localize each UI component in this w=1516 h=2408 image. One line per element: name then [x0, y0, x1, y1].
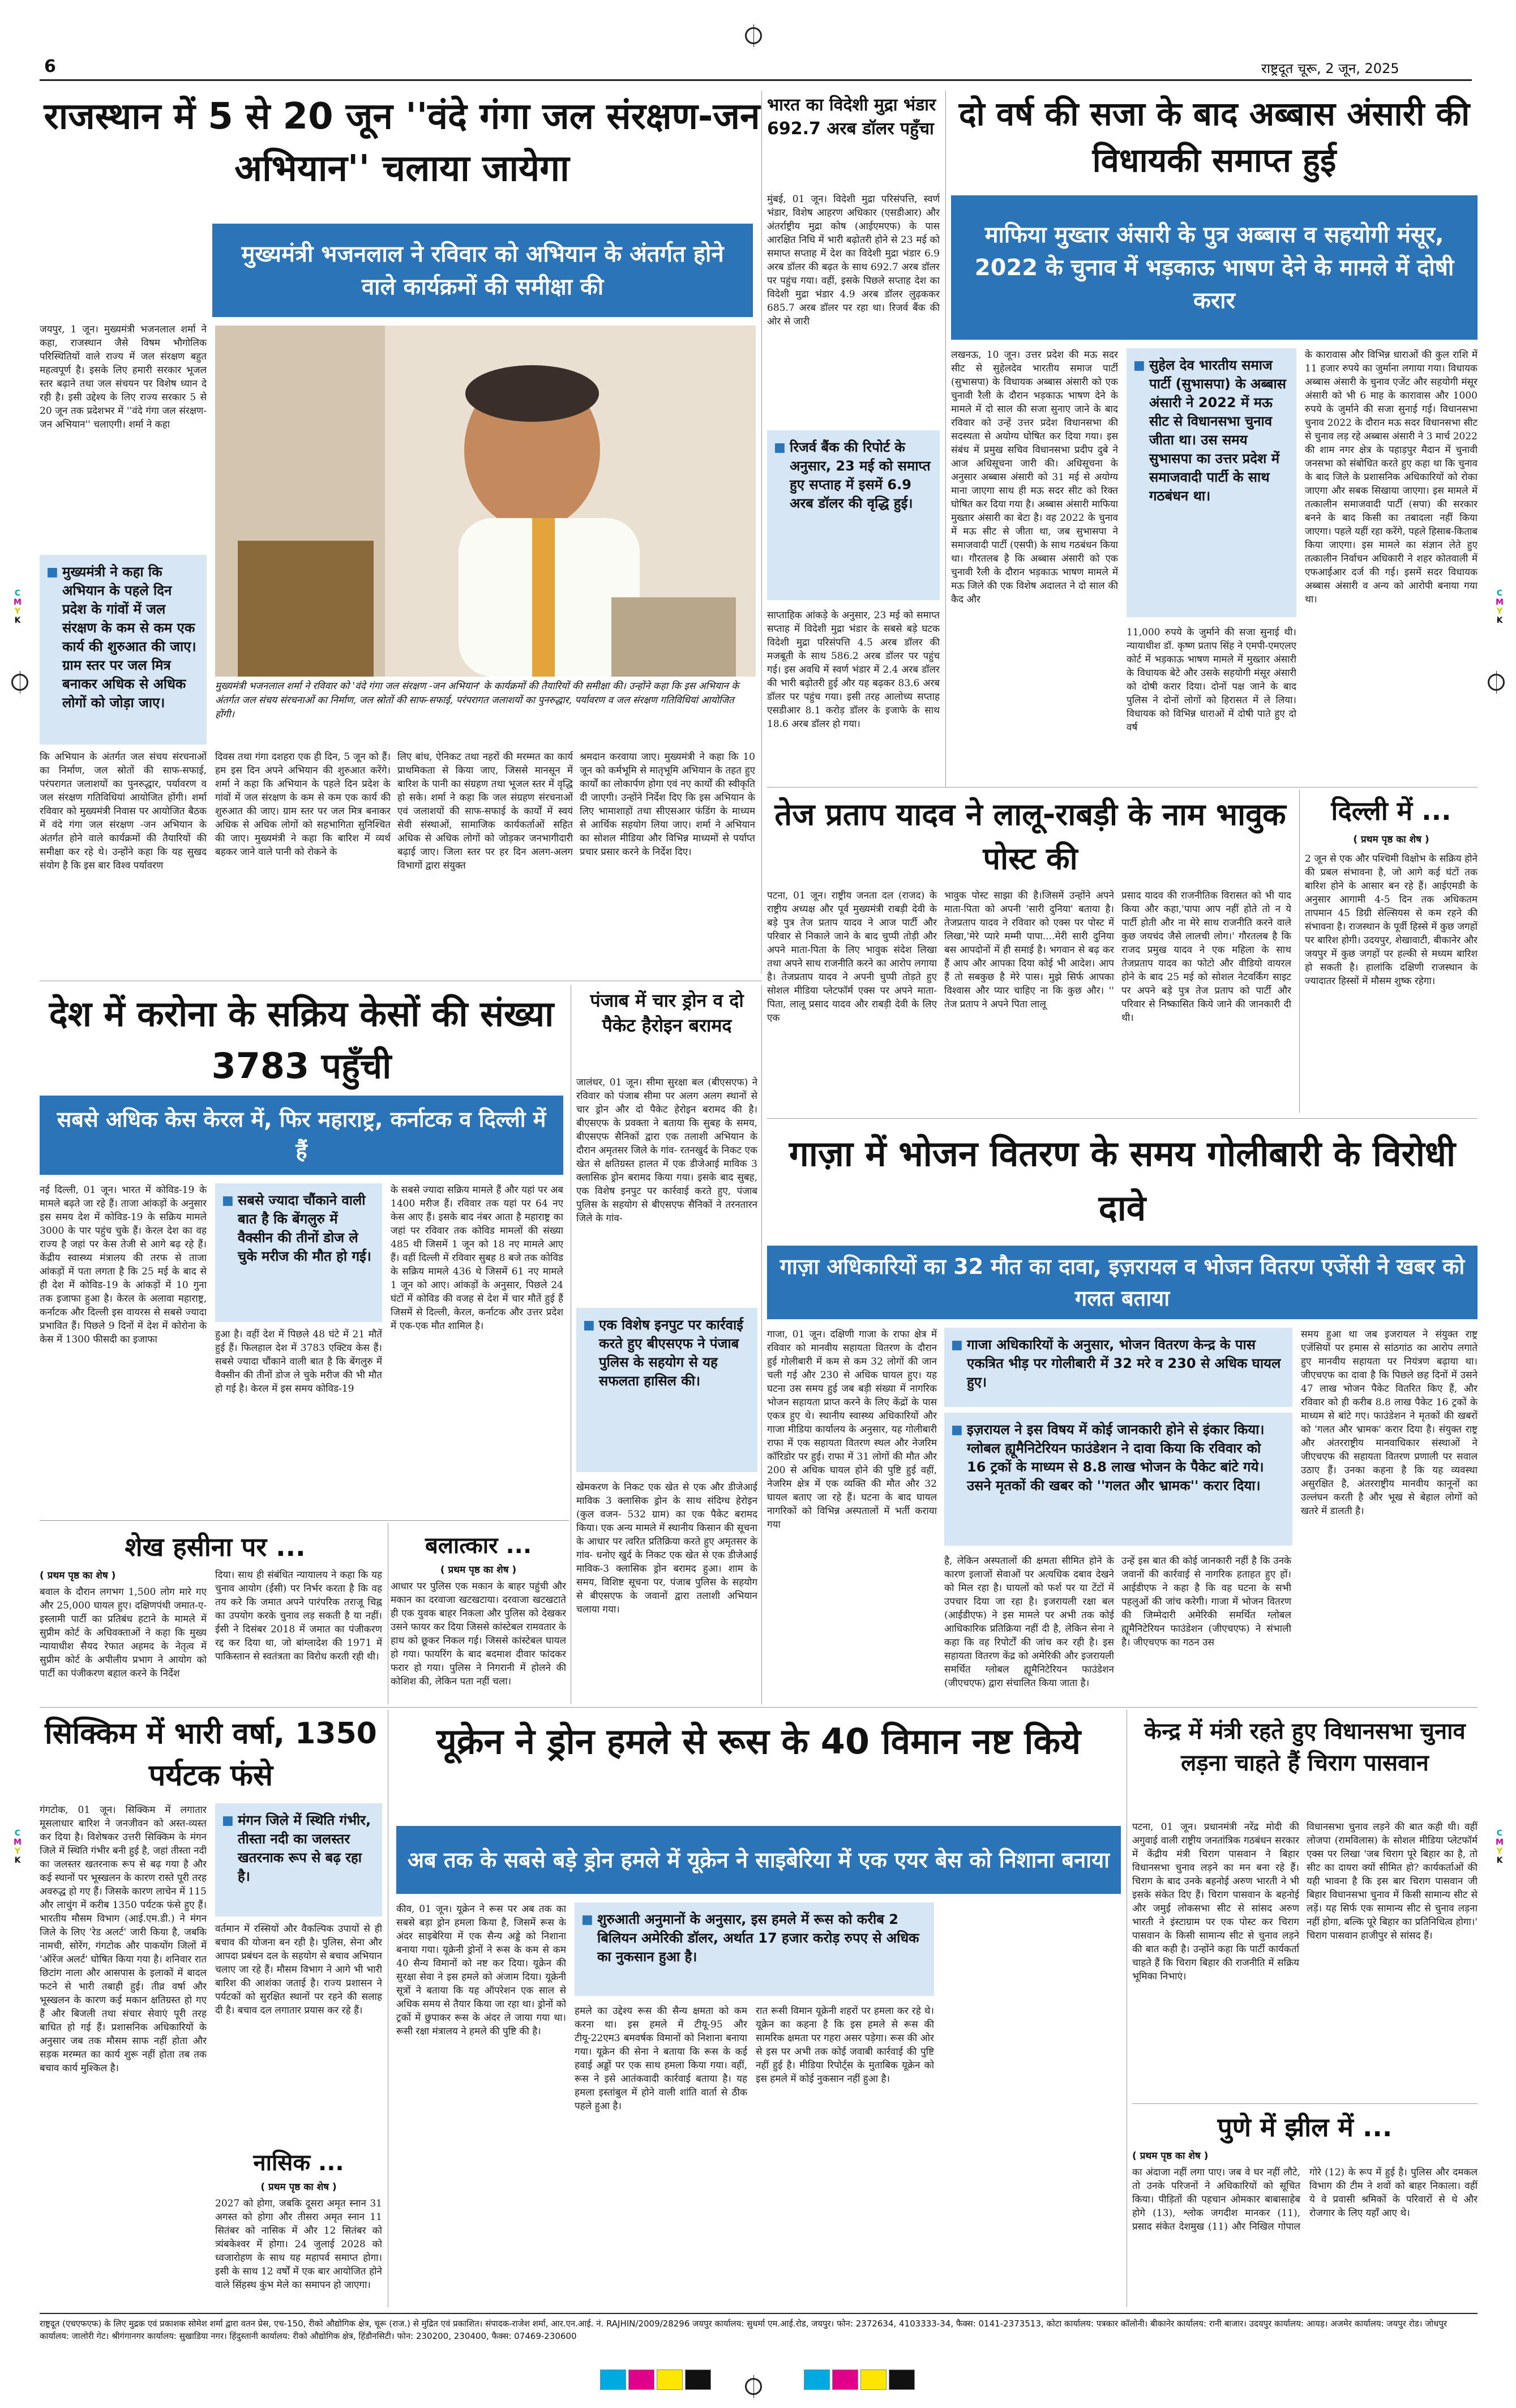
- story13-body-3: रात रूसी विमान यूक्रेनी शहरों पर हमला कर रहे थे। यूक्रेन का कहना है कि इस हमले से रूस की सामरिक क्षमता पर गहरा असर पड़ेगा। रूस की ओर से इस पर अभी तक कोई जवाबी कार्रवाई की पुष्टि नहीं हुई है। मीडिया रिपोर्ट्स के मुताबिक यूक्रेन को इस हमले में कोई नुकसान नहीं हुआ है।: [756, 2005, 934, 2085]
- story9-body-2: दिया। साथ ही संबंधित न्यायालय ने कहा कि यह चुनाव आयोग (ईसी) पर निर्भर करता है कि वह तय करे कि जमात अपने पारंपरिक तराजू चिह्न का उपयोग करके चुनाव लड़ सकती है या नहीं। ईसी ने दिसंबर 2018 में जमात का पंजीकरण रद्द कर दिया था, जो बांग्लादेश की 1971 में पाकिस्तान से स्वतंत्रता का विरोध करती रही थी।: [215, 1569, 382, 1662]
- story7-headline: पंजाब में चार ड्रोन व दो पैकेट हैरोइन बरामद: [590, 990, 744, 1036]
- story6-body-3: के सबसे ज्यादा सक्रिय मामले हैं और यहां पर अब 1400 मरीज हैं। रविवार तक यहां पर 64 नए केस आए हैं। इसके बाद नंबर आता है महाराष्ट्र का जहां पर रविवार तक कोविड मामलों की संख्या 485 थी जिसमें 1 जून को 18 नए मामले आए हैं। वहीं दिल्ली में रविवार सुबह 8 बजे तक कोविड के सक्रिय मामले 436 थे जिसमें 61 नए मामले 1 जून को आए। आंकड़ों के अनुसार, पिछले 24 घंटों में कोविड की वजह से देश में चार मौतें हुई हैं जिसमें से दिल्ली, केरल, कर्नाटक और उत्तर प्रदेश में एक-एक मौत शामिल है।: [391, 1184, 563, 1332]
- story12-headline: नासिक ...: [253, 2150, 344, 2176]
- color-swatch-black-2: [889, 2369, 915, 2390]
- story3-callout: ■ सुहेल देव भारतीय समाज पार्टी (सुभासपा) के अब्बास अंसारी ने 2022 में मऊ सीट से विधानसभा चुनाव जीता था। उस समय सुभासपा का उत्तर प्रदेश में समाजवादी पार्टी के साथ गठबंधन था।: [1127, 348, 1296, 617]
- story1-body-col4: श्रमदान करवाया जाए। मुख्यमंत्री ने कहा कि 10 जून को कर्मभूमि से मातृभूमि अभियान के तहत हुए कार्यों का लोकार्पण होगा एवं नए कार्यों की स्वीकृति दी जाएगी। उन्होंने निर्देश दिए कि इस अभियान के लिए भामाशाहों तथा सीएसआर फंडिंग के माध्यम से आर्थिक सहयोग लिया जाए। शर्मा ने अभियान का सोशल मीडिया और विभिन्न माध्यमों से पर्याप्त प्रचार प्रसार करने के निर्देश दिए।: [580, 751, 755, 858]
- story12-body: 2027 को होगा, जबकि दूसरा अमृत स्नान 31 अगस्त को होगा और तीसरा अमृत स्नान 11 सितंबर को नासिक में और 12 सितंबर को त्र्यंबकेश्वर में होगा। 24 जुलाई 2028 को ध्वजारोहण के साथ यह महापर्व समाप्त होगा। इसी के साथ 12 वर्षों में एक बार आयोजित होने वाले सिंहस्थ कुंभ मेले का समापन हो जाएगा।: [215, 2198, 382, 2291]
- story1-body-col3: लिए बांध, ऐनिकट तथा नहरों की मरम्मत का कार्य प्राथमिकता से किया जाए, जिससे मानसून में बारिश के पानी का संग्रहण तथा भूजल स्तर में वृद्धि हो सके। शर्मा ने कहा कि जल संग्रहण संरचनाओं एवं जलाशयों की साफ-सफाई के कार्यों में स्वयं सेवी संस्थाओं, सामाजिक कार्यकर्ताओं सहित अधिक से अधिक लोगों को जोड़कर जनभागीदारी बढ़ाई जाए। जिला स्तर पर हर दिन अलग-अलग विभागों द्वारा संयुक्त: [397, 751, 573, 871]
- story6-banner: सबसे अधिक केस केरल में, फिर महाराष्ट्र, कर्नाटक व दिल्ली में हैं: [40, 1096, 563, 1175]
- color-swatch-yellow-2: [860, 2369, 887, 2390]
- page-number: 6: [44, 57, 56, 76]
- story15-body: का अंदाजा नहीं लगा पाए। जब वे घर नहीं लौटे, तो उनके परिजनों ने अधिकारियों को सूचित किया। पीड़ितों की पहचान ओमकार बाबासाहेब होगे (13), श्लोक जगदीश मानकर (11), प्रसाद संकेत देशमुख (11) और निखिल गोपाल गोरे (12) के रूप में हुई है। पुलिस और दमकल विभाग की टीम ने शवों को बाहर निकाला। वहीं ये वे प्रवासी श्रमिकों के परिवारों से थे और रोजगार के लिए यहाँ आए थे।: [1132, 2167, 1478, 2232]
- story5-headline: दिल्ली में ...: [1331, 795, 1451, 826]
- story8-body-3: उन्हें इस बात की कोई जानकारी नहीं है कि उनके जवानों की कार्रवाई से नागरिक हताहत हुए हों। आईडीएफ ने कहा है कि वह घटना के सभी पहलुओं की जांच करेगी। गाजा में भोजन वितरण की जिम्मेदारी अमेरिकी समर्थित ग्लोबल ह्यूमैनिटेरियन फाउंडेशन (जीएचएफ) ने संभाली है। जीएचएफ का गठन उस: [1121, 1555, 1291, 1648]
- story1-lead: जयपुर, 1 जून। मुख्यमंत्री भजनलाल शर्मा ने कहा, राजस्थान जैसे विषम भौगोलिक परिस्थितियों वाले राज्य में जल संरक्षण बहुत महत्वपूर्ण है। इसके लिए हमारी सरकार भूजल स्तर बढ़ाने तथा जल संचयन पर विशेष ध्यान दे रही है। इसी उद्देश्य के लिए राज्य सरकार 5 से 20 जून तक प्रदेशभर में ''वंदे गंगा जल संरक्षण-जन अभियान'' चलाएगी। शर्मा ने कहा: [40, 324, 207, 430]
- color-swatch-cyan-2: [804, 2369, 830, 2390]
- story1-body-col2: दिवस तथा गंगा दशहरा एक ही दिन, 5 जून को हैं। हम इस दिन अपने अभियान की शुरुआत करेंगे। शर्मा ने कहा कि अभियान के पहले दिन प्रदेश के गांवों में जल संरक्षण के कम से कम एक कार्य की शुरुआत की जाए। ग्राम स्तर पर जल मित्र बनाकर अधिक से अधिक लोगों को सहभागिता सुनिश्चित की जाए। मुख्यमंत्री ने कहा कि बारिश में व्यर्थ बहकर जाने वाले पानी को रोकने के: [215, 751, 391, 858]
- cmyk-marker-right-bottom: C M Y K: [1496, 1829, 1504, 1865]
- story10-headline: बलात्कार ...: [425, 1533, 532, 1559]
- story1-banner: मुख्यमंत्री भजनलाल ने रविवार को अभियान के अंतर्गत होने वाले कार्यक्रमों की समीक्षा की: [212, 224, 753, 317]
- cmyk-marker-left-top: C M Y K: [14, 589, 22, 625]
- color-swatch-black: [685, 2369, 711, 2390]
- story3-banner: माफिया मुख्तार अंसारी के पुत्र अब्बास व सहयोगी मंसूर, 2022 के चुनाव में भड़काऊ भाषण देने के मामले में दोषी करार: [951, 195, 1478, 340]
- divider-h6: [1132, 2103, 1478, 2104]
- story15-continuation: ( प्रथम पृष्ठ का शेष ): [1132, 2150, 1209, 2162]
- story12-continuation: ( प्रथम पृष्ठ का शेष ): [260, 2182, 337, 2193]
- story4-body-3: प्रसाद यादव की राजनीतिक विरासत को भी याद किया और कहा,'पापा आप नहीं होते तो न ये पार्टी होती और ना मेरे साथ राजनीति करने वाले कुछ जयचंद जैसे लालची लोग।' गौरतलब है कि राजद प्रमुख यादव ने एक महिला के साथ तेजप्रताप यादव का फोटो और वीडियो वायरल होने के बाद 25 मई को सोशल नेटवर्किंग साइट पर अपने बड़े पुत्र तेज प्रताप को पार्टी और परिवार से निष्कासित किये जाने की जानकारी दी थी।: [1121, 890, 1291, 1024]
- story11-headline: सिक्किम में भारी वर्षा, 1350 पर्यटक फंसे: [45, 1717, 377, 1793]
- story14-body-1: पटना, 01 जून। प्रधानमंत्री नरेंद्र मोदी की अगुवाई वाली राष्ट्रीय जनतांत्रिक गठबंधन सरकार में केंद्रीय मंत्री चिराग पासवान ने बिहार विधानसभा चुनाव लड़ने का मन बना रहे हैं। चिराग के बाद उनके बहनोई अरुण भारती ने भी इसके संकेत दिए हैं। चिराग पासवान के बहनोई और जमुई लोकसभा सीट से सांसद अरुण भारती ने इंस्टाग्राम पर एक पोस्ट कर चिराग पासवान के किसी सामान्य सीट से चुनाव लड़ने की बात कही है। उन्होंने कहा कि पार्टी कार्यकर्ता चाहते हैं कि चिराग बिहार की राजनीति में सक्रिय भूमिका निभाएं।: [1132, 1821, 1299, 1982]
- color-swatch-magenta-2: [832, 2369, 858, 2390]
- color-swatch-yellow: [657, 2369, 683, 2390]
- register-mark-left: [11, 674, 28, 691]
- story11-body-2: वर्तमान में रस्सियों और वैकल्पिक उपायों से ही बचाव की योजना बन रही है। पुलिस, सेना और आपदा प्रबंधन दल के सहयोग से बचाव अभियान चलाए जा रहे हैं। मौसम विभाग ने आगे भी भारी बारिश की आशंका जताई है। राज्य प्रशासन ने पर्यटकों को सुरक्षित स्थानों पर रहने की सलाह दी है। बचाव दल लगातार प्रयास कर रहे हैं।: [215, 1923, 382, 2016]
- color-swatch-cyan: [600, 2369, 626, 2390]
- story1-photo: [215, 326, 756, 677]
- story9-continuation: ( प्रथम पृष्ठ का शेष ): [40, 1570, 116, 1581]
- divider-h5: [40, 1707, 1478, 1708]
- story14-body-2: विधानसभा चुनाव लड़ने की बात कही थी। वहीं लोजपा (रामविलास) के सोशल मीडिया प्लेटफॉर्म एक्स पर लिखा 'जब चिराग पूरे बिहार का है, तो सीट का दायरा क्यों सीमित हो? कार्यकर्ताओं की यही भावना है कि इस बार चिराग पासवान जी बिहार विधानसभा चुनाव में किसी सामान्य सीट से लड़ें। यह सिर्फ एक सामान्य सीट से चुनाव लड़ना नहीं होगा, बल्कि पूरे बिहार का प्रतिनिधित्व होगा।' चिराग पासवान हाजीपुर से सांसद हैं।: [1307, 1821, 1478, 1941]
- story10-body: आधार पर पुलिस एक मकान के बाहर पहुंची और मकान का दरवाजा खटखटाया। दरवाजा खटखटाते ही एक युवक बाहर निकला और पुलिस को देखकर उसने फायर कर दिया जिससे कांस्टेबल रामवतार के हाथ को छूकर निकल गई। जिससे कांस्टेबल घायल हो गया। फायरिंग के बाद बदमाश दीवार फांदकर फरार हो गया। पुलिस ने निगरानी में होलने की कोशिश की, लेकिन पता नहीं चला।: [391, 1581, 566, 1687]
- masthead-date: राष्ट्रदूत चूरू, 2 जून, 2025: [1261, 61, 1399, 76]
- story9-body-1: बवाल के दौरान लगभग 1,500 लोग मारे गए और 25,000 घायल हुए। दक्षिणपंथी जमात-ए-इस्लामी पार्टी का प्रतिबंध हटाने के मामले में सुप्रीम कोर्ट के अधिवक्ताओं ने कहा कि मुख्य न्यायाधीश सैयद रेफात अहमद के नेतृत्व में सुप्रीम कोर्ट के अपीलीय प्रभाग ने आयोग को पार्टी का पंजीकरण बहाल करने के निर्देश: [40, 1586, 207, 1679]
- story3-body-3: के कारावास और विभिन्न धाराओं की कुल राशि में 11 हजार रुपये का जुर्माना लगाया गया। विधायक अब्बास अंसारी के चुनाव एजेंट और सहयोगी मंसूर अंसारी को भी 6 माह के कारावास और 1000 रुपये के जुर्माने की सजा सुनाई गई। विधानसभा चुनाव 2022 के दौरान मऊ सदर विधानसभा सीट से चुनाव लड़ रहे अब्बास अंसारी ने 3 मार्च 2022 की शाम नगर क्षेत्र के पहाड़पुर मैदान में चुनावी जनसभा को संबोधित करते हुए कहा था कि चुनाव के बाद जिले के प्रशासनिक अधिकारियों को रोका जाएगा और सबक सिखाया जाएगा। इस मामले में तत्कालीन समाजवादी पार्टी (सपा) की सरकार बनने के बाद किसी का तबादला नहीं किया जाएगा। पहले यहीं रहा करेंगे, पहले हिसाब-किताब किया जाएगा। इस मामले का संज्ञान लेते हुए तत्कालीन निर्वाचन अधिकारी ने शहर कोतवाली में एफआईआर दर्ज की गई। इसमें सदर विधायक अब्बास अंसारी व अन्य को आरोपी बनाया गया था।: [1305, 349, 1478, 605]
- footer-rule: [40, 2313, 1478, 2314]
- story8-headline: गाज़ा में भोजन वितरण के समय गोलीबारी के विरोधी दावे: [789, 1133, 1456, 1229]
- story15-headline: पुणे में झील में ...: [1217, 2112, 1393, 2142]
- story5-body: 2 जून से एक और पश्चिमी विक्षोभ के सक्रिय होने की प्रबल संभावना है, जो आगे कई घंटों तक बारिश होने के आसार बन रहे हैं। आईएमडी के अनुसार आगामी 4-5 दिन तक अधिकतम तापमान 45 डिग्री सेल्सियस से कम रहने की संभावना है। राजस्थान के पूर्वी हिस्से में कुछ जगहों पर बारिश होगी। उदयपुर, शेखावाटी, बीकानेर और जयपुर में कुछ जगहों पर हल्की से मध्यम बारिश हो सकती है। हालांकि दक्षिणी राजस्थान के ज्यादातर हिस्सों में मौसम शुष्क रहेगा।: [1305, 853, 1478, 987]
- story13-headline: यूक्रेन ने ड्रोन हमले से रूस के 40 विमान नष्ट किये: [436, 1721, 1081, 1762]
- color-swatch-magenta: [628, 2369, 654, 2390]
- register-mark-right: [1488, 674, 1505, 691]
- story10-continuation: ( प्रथम पृष्ठ का शेष ): [440, 1564, 517, 1576]
- story2-headline: भारत का विदेशी मुद्रा भंडार 692.7 अरब डॉलर पहुँचा: [767, 95, 936, 139]
- story8-body-1: गाजा, 01 जून। दक्षिणी गाजा के राफा क्षेत्र में रविवार को मानवीय सहायता वितरण के दौरान हुई गोलीबारी में कम से कम 32 लोगों की जान चली गई और 230 से अधिक घायल हुए। यह घटना उस समय हुई जब बड़ी संख्या में नागरिक भोजन सहायता प्राप्त करने के लिए केंद्रों के पास एकत्र हुए थे। स्थानीय स्वास्थ्य अधिकारियों और गाजा मीडिया कार्यालय के अनुसार, यह गोलीबारी राफा में एक सहायता वितरण स्थल और नेजरिम कॉरिडोर पर हुई। राफा में 31 लोगों की मौत और 200 से अधिक घायल होने की पुष्टि हुई वहीं, नेजरिम क्षेत्र में एक व्यक्ति की मौत और 32 घायल बताए जा रहे हैं। घटना के बाद घायल नागरिकों को विभिन्न अस्पतालों में भर्ती कराया गया: [767, 1329, 937, 1530]
- story8-callout-1: ■ गाजा अधिकारियों के अनुसार, भोजन वितरण केन्द्र के पास एकत्रित भीड़ पर गोलीबारी में 32 मरे व 230 से अधिक घायल हुए।: [944, 1328, 1292, 1407]
- story1-headline: राजस्थान में 5 से 20 जून ''वंदे गंगा जल संरक्षण-जन अभियान'' चलाया जायेगा: [44, 96, 760, 190]
- story7-callout: ■ एक विशेष इनपुट पर कार्रवाई करते हुए बीएसएफ ने पंजाब पुलिस के सहयोग से यह सफलता हासिल की।: [576, 1308, 757, 1472]
- story11-body-1: गंगटोक, 01 जून। सिक्किम में लगातार मूसलाधार बारिश ने जनजीवन को अस्त-व्यस्त कर दिया है। विशेषकर उत्तरी सिक्किम के मंगन जिले में स्थिति गंभीर बनी हुई है, जहां तीस्ता नदी का जलस्तर खतरनाक रूप से बढ़ गया है और कई स्थानों पर भूस्खलन के कारण रास्ते पूरी तरह अवरुद्ध हो गए हैं। जिसके कारण लाचेन में 115 और लाचुंग में करीब 1350 पर्यटक फंसे हुए हैं। भारतीय मौसम विभाग (आई.एम.डी.) ने मंगन जिले के लिए 'रेड अलर्ट' जारी किया है, जबकि नामची, सोरेंग, गंगटोक और पाकयोंग जिलों में 'ऑरेंज अलर्ट' घोषित किया गया है। शनिवार रात छिटांग नाला और आसपास के इलाकों में बादल फटने से भारी तबाही हुई। तीव्र वर्षा और भूस्खलन के कारण कई मकान क्षतिग्रस्त हो गए हैं और बिजली तथा संचार सेवाएं पूरी तरह बाधित हो गई हैं। प्रशासनिक अधिकारियों के अनुसार जब तक मौसम साफ नहीं होता और सड़क मरम्मत का कार्य शुरू नहीं होता तब तक बचाव कार्य मुश्किल है।: [40, 1804, 207, 2074]
- story14-headline: केन्द्र में मंत्री रहते हुए विधानसभा चुनाव लड़ना चाहते हैं चिराग पासवान: [1144, 1718, 1466, 1776]
- story7-body-1: जालंधर, 01 जून। सीमा सुरक्षा बल (बीएसएफ) ने रविवार को पंजाब सीमा पर अलग अलग स्थानों से चार ड्रोन और दो पैकेट हेरोइन बरामद की है। बीएसएफ के प्रवक्ता ने बताया कि सुबह के समय, बीएसएफ सैनिकों द्वारा एक तलाशी अभियान के दौरान अमृतसर जिले के गांव- रतनखुर्द के निकट एक खेत से क्षतिग्रस्त हालत में एक डीजेआई माविक 3 क्लासिक ड्रोन बरामद किया गया। इसके बाद सुबह, एक विशेष इनपुट पर कार्रवाई करते हुए, पंजाब पुलिस के सहयोग से बीएसएफ सैनिकों ने तरनतारन जिले के गांव-: [576, 1077, 757, 1224]
- story3-body-1: लखनऊ, 10 जून। उत्तर प्रदेश की मऊ सदर सीट से सुहेलदेव भारतीय समाज पार्टी (सुभासपा) के विधायक अब्बास अंसारी को एक चुनावी रैली के दौरान भड़काऊ भाषण देने के मामले में दो साल की सजा सुनाए जाने के बाद रविवार को उन्हें उत्तर प्रदेश विधानसभा की सदस्यता से अयोग्य घोषित कर दिया गया। इस संबंध में प्रमुख सचिव विधानसभा प्रदीप दुबे ने आज अधिसूचना जारी की। अधिसूचना के अनुसार अब्बास अंसारी को 31 मई से अयोग्य माना जाएगा साथ ही मऊ सदर सीट को रिक्त घोषित कर दिया गया है। अब्बास अंसारी माफिया मुख्तार अंसारी का बेटा है। वह 2022 के चुनाव में मऊ सीट से जीता था, जब सुभासपा ने समाजवादी पार्टी (एसपी) के साथ गठबंधन किया था। गौरतलब है कि अब्बास अंसारी को एक चुनावी रैली के दौरान भड़काऊ भाषण मामले में मऊ जिले की एक विशेष अदालत ने दो साल की कैद और: [951, 349, 1118, 605]
- story1-body-col1: कि अभियान के अंतर्गत जल संचय संरचनाओं का निर्माण, जल स्रोतों की साफ-सफाई, परंपरागत जलाशयों का पुनरुद्धार, पर्यावरण व जल संरक्षण गतिविधियां आयोजित होंगी। शर्मा रविवार को मुख्यमंत्री निवास पर आयोजित बैठक में वंदे गंगा जल संरक्षण -जन अभियान के अंतर्गत होने वाले कार्यक्रमों की तैयारियों की समीक्षा कर रहे थे। उन्होंने कहा कि यह सुखद संयोग है कि इस बार विश्व पर्यावरण: [40, 751, 207, 871]
- register-mark-bottom: [745, 2378, 762, 2395]
- story9-headline: शेख हसीना पर ...: [125, 1532, 306, 1562]
- story8-body-4: समय हुआ था जब इजरायल ने संयुक्त राष्ट्र एजेंसियों पर हमास से सांठगांठ का आरोप लगाते हुए मानवीय सहायता पर नियंत्रण बढ़ाया था। जीएचएफ का दावा है कि पिछले छह दिनों में उसने 47 लाख भोजन पैकेट वितरित किए हैं, और रविवार को ही करीब 8.8 लाख पैकेट 16 ट्रकों के माध्यम से बांटे गए। फाउंडेशन ने मृतकों की खबरों को 'गलत और भ्रामक' करार दिया है। संयुक्त राष्ट्र और अंतरराष्ट्रीय मानवाधिकार संस्थाओं ने जीएचएफ की सहायता वितरण प्रणाली पर सवाल उठाए हैं। उनका कहना है कि यह व्यवस्था असुरक्षित है, अंतरराष्ट्रीय मानवीय कानूनों का उल्लंघन करती है और भूख से बेहाल लोगों को खतरे में डालती है।: [1301, 1329, 1478, 1517]
- story2-body-2: साप्ताहिक आंकड़े के अनुसार, 23 मई को समाप्त सप्ताह में विदेशी मुद्रा भंडार के सबसे बड़े घटक विदेशी मुद्रा परिसंपत्ति 4.5 अरब डॉलर की मजबूती के साथ 586.2 अरब डॉलर पर पहुंच गई। इस अवधि में स्वर्ण भंडार में 2.4 अरब डॉलर की भारी बढ़ोतरी हुई और यह बढ़कर 83.6 अरब डॉलर पर पहुंच गया। इसी तरह आलोच्य सप्ताह एसडीआर 8.1 करोड़ डॉलर के इजाफे के साथ 18.6 अरब डॉलर हो गया।: [767, 610, 940, 730]
- story2-callout: ■ रिजर्व बैंक की रिपोर्ट के अनुसार, 23 मई को समाप्त हुए सप्ताह में इसमें 6.9 अरब डॉलर की वृद्धि हुई।: [767, 430, 940, 600]
- story3-headline: दो वर्ष की सजा के बाद अब्बास अंसारी की विधायकी समाप्त हुई: [958, 95, 1470, 179]
- story7-body-2: खेमकरण के निकट एक खेत से एक और डीजेआई माविक 3 क्लासिक ड्रोन के साथ संदिग्ध हेरोइन (कुल वजन- 532 ग्राम) का एक पैकेट बरामद किया। एक अन्य मामले में स्थानीय किसान की सूचना के आधार पर त्वरित प्रतिक्रिया करते हुए अमृतसर के गांव- धनोए खुर्द के निकट एक खेत से एक डीजेआई माविक-3 क्लासिक ड्रोन बरामद हुआ। शाम के समय, विशिष्ट सूचना पर, पंजाब पुलिस के सहयोग से बीएसएफ के जवानों द्वारा तलाशी अभियान चलाया गया।: [576, 1482, 757, 1615]
- story8-banner: गाज़ा अधिकारियों का 32 मौत का दावा, इज़रायल व भोजन वितरण एजेंसी ने खबर को गलत बताया: [767, 1246, 1478, 1319]
- story13-body-1: कीव, 01 जून। यूक्रेन ने रूस पर अब तक का सबसे बड़ा ड्रोन हमला किया है, जिसमें रूस के अंदर साइबेरिया में एक सैन्य अड्डे को निशाना बनाया गया। यूक्रेनी ड्रोनों ने रूस के कम से कम 40 सैन्य विमानों को नष्ट कर दिया। यूक्रेन की सुरक्षा सेवा ने इस हमले को अंजाम दिया। यूक्रेनी सूत्रों ने बताया कि यह ऑपरेशन एक साल से अधिक समय से तैयार किया जा रहा था। ड्रोनों को ट्रकों में छुपाकर रूस के अंदर ले जाया गया था। रूसी रक्षा मंत्रालय ने हमले की पुष्टि की है।: [396, 1904, 566, 2037]
- divider-v2: [945, 91, 946, 787]
- story2-body-1: मुंबई, 01 जून। विदेशी मुद्रा परिसंपत्ति, स्वर्ण भंडार, विशेष आहरण अधिकार (एसडीआर) और अंतर्राष्ट्रीय मुद्रा कोष (आईएमएफ) के पास आरक्षित निधि में भारी बढ़ोतरी होने से 23 मई को समाप्त सप्ताह में देश का विदेशी मुद्रा भंडार 6.9 अरब डॉलर की बढ़त के साथ 692.7 अरब डॉलर पर पहुंच गया। वहीं, इसके पिछले सप्ताह देश का विदेशी मुद्रा भंडार 4.9 अरब डॉलर लुढ़ककर 685.7 अरब डॉलर पर रहा था। रिजर्व बैंक की ओर से जारी: [767, 194, 940, 327]
- register-mark-top: [745, 27, 762, 44]
- story4-headline: तेज प्रताप यादव ने लालू-राबड़ी के नाम भावुक पोस्ट की: [774, 797, 1286, 876]
- chief-minister-photo-illustration: [215, 326, 756, 677]
- story4-body-2: भावुक पोस्ट साझा की है।जिसमें उन्होंने अपने माता-पिता को अपनी 'सारी दुनिया' बताया है। तेजप्रताप यादव ने रविवार को एक्स पर पोस्ट में लिखा,'मेरे प्यारे मम्मी पापा....मेरी सारी दुनिया बस आपदोनों में ही समाई है। भगवान से बढ़ कर हैं आप और आपका दिया कोई भी आदेश। आप हैं तो सबकुछ है मेरे पास। मुझे सिर्फ आपका विश्वास और प्यार चाहिए ना कि कुछ और। '' तेज प्रताप ने अपने पिता लालू: [944, 890, 1114, 1010]
- divider-v5: [761, 985, 762, 1704]
- header-rule: [40, 79, 1472, 81]
- story6-callout: ■ सबसे ज्यादा चौंकाने वाली बात है कि बेंगलुरु में वैक्सीन की तीनों डोज ले चुके मरीज की मौत हो गई।: [215, 1183, 382, 1322]
- divider-h3: [767, 1118, 1478, 1119]
- cmyk-marker-right-top: C M Y K: [1496, 589, 1504, 625]
- story6-body-1: नई दिल्ली, 01 जून। भारत में कोविड-19 के मामले बढ़ते जा रहे हैं। ताजा आंकड़ों के अनुसार इस समय देश में कोविड-19 के सक्रिय मामले 3000 के पार पहुंच चुके हैं। केरल देश का वह राज्य है जहां पर केस तेजी से आगे बढ़ रहे हैं। केंद्रीय स्वास्थ्य मंत्रालय की तरफ से ताजा आंकड़ों में पता लगता है कि 25 मई के बाद से ही देश में कोविड-19 के आंकड़ों में 10 गुना तक इजाफा हुआ है। केरल के अलावा महाराष्ट्र, कर्नाटक और दिल्ली इस वायरस से सबसे ज्यादा प्रभावित हैं। पिछले 9 दिनों में देश में कोरोना के केस में 1300 फीसदी का इजाफा: [40, 1184, 207, 1345]
- story3-body-2: 11,000 रुपये के जुर्माने की सजा सुनाई थी। न्यायाधीश डॉ. कृष्ण प्रताप सिंह ने एमपी-एमएलए कोर्ट में भड़काऊ भाषण मामले में मुख्तार अंसारी के विधायक बेटे और उसके सहयोगी मंसूर अंसारी को दोषी करार दिया। दोनों पक्ष जाने के बाद पुलिस ने दोनों लोगों को हिरासत में ले लिया। विधायक को विभिन्न धाराओं में दोषी पाते हुए दो वर्ष: [1127, 627, 1296, 733]
- story4-body-1: पटना, 01 जून। राष्ट्रीय जनता दल (राजद) के राष्ट्रीय अध्यक्ष और पूर्व मुख्यमंत्री राबड़ी देवी के बड़े पुत्र तेज प्रताप यादव ने आज पार्टी और परिवार से निकाले जाने के बाद चुप्पी तोड़ी और अपने माता-पिता के लिए भावुक संदेश लिखा तथा अपने साथ राजनीति करने का आरोप लगाया है। तेजप्रताप यादव ने अपनी चुप्पी तोड़ते हुए सोशल मीडिया प्लेटफॉर्म एक्स पर अपने माता-पिता, लालू प्रसाद यादव और राबड़ी देवी के लिए एक: [767, 890, 937, 1024]
- story1-photo-caption: मुख्यमंत्री भजनलाल शर्मा ने रविवार को 'वंदे गंगा जल संरक्षण -जन अभियान' के कार्यक्रमों की तैयारियों की समीक्षा की। उन्होंने कहा कि इस अभियान के अंतर्गत जल संचय संरचनाओं का निर्माण, जल स्रोतों की साफ-सफाई, परंपरागत जलाशयों का पुनरुद्धार, पर्यावरण व जल संरक्षण गतिविधियां आयोजित होंगी।: [215, 681, 739, 720]
- story13-body-2: हमले का उद्देश्य रूस की सैन्य क्षमता को कम करना था। इस हमले में टीयू-95 और टीयू-22एम3 बमवर्षक विमानों को निशाना बनाया गया। यूक्रेन की सेना ने बताया कि रूस के कई हवाई अड्डों पर एक साथ हमला किया गया। वहीं, रूस ने इसे आतंकवादी कार्रवाई बताया है। यह हमला इस्तांबुल में होने वाली शांति वार्ता से ठीक पहले हुआ है।: [575, 2005, 747, 2112]
- story1-callout: ■ मुख्यमंत्री ने कहा कि अभियान के पहले दिन प्रदेश के गांवों में जल संरक्षण के कम से कम एक कार्य की शुरुआत की जाए। ग्राम स्तर पर जल मित्र बनाकर अधिक से अधिक लोगों को जोड़ा जाए।: [40, 555, 207, 745]
- story11-callout: ■ मंगन जिले में स्थिति गंभीर, तीस्ता नदी का जलस्तर खतरनाक रूप से बढ़ रहा है।: [215, 1803, 382, 1917]
- story5-continuation: ( प्रथम पृष्ठ का शेष ): [1353, 834, 1429, 845]
- divider-h1: [767, 787, 1478, 788]
- footer-imprint: राष्ट्रदूत (एचएफएफ) के लिए मुद्रक एवं प्रकाशक सोमेश शर्मा द्वारा वतन प्रेस, एच-150, रीको औद्योगिक क्षेत्र, चूरू (राज.) से मुद्रित एवं प्रकाशित। संपादक-राजेश शर्मा, आर.एन.आई. नं. RAJHIN/2009/28296 जयपुर कार्यालय: सुधर्मा एम.आई.रोड, जयपुर। फोन: 2372634, 4103333-34, फैक्स: 0141-2373513, कोटा कार्यालय: पत्रकार कॉलोनी। बीकानेर कार्यालय: रानी बाजार। उदयपुर कार्यालय: आयड़। अजमेर कार्यालय: जयपुर रोड। जोधपुर कार्यालय: जालोरी गेट। श्रीगंगानगर कार्यालय: सुखाडिया नगर। हिंदुस्तानी कार्यालय: रीको औद्योगिक क्षेत्र, हिंडौनसिटी। फोन: 230200, 230400, फैक्स: 07469-230600: [40, 2319, 1448, 2341]
- story13-callout: ■ शुरुआती अनुमानों के अनुसार, इस हमले में रूस को करीब 2 बिलियन अमेरिकी डॉलर, अर्थात 17 हजार करोड़ रुपए से अधिक का नुकसान हुआ है।: [575, 1902, 934, 1996]
- story6-body-2: हुआ है। वहीं देश में पिछले 48 घंटे में 21 मौतें हुई हैं। फिलहाल देश में 3783 एक्टिव केस हैं। सबसे ज्यादा चौंकाने वाली बात है कि बेंगलुरु में वैक्सीन की तीनों डोज ले चुके मरीज की भी मौत हो गई है। केरल में इस समय कोविड-19: [215, 1329, 382, 1395]
- divider-v1: [761, 91, 762, 974]
- divider-h4: [40, 1520, 569, 1521]
- story8-body-2: है, लेकिन अस्पतालों की क्षमता सीमित होने के कारण इलाजों सेवाओं पर अत्यधिक दबाव देखने को मिल रहा है। घायलों को फर्श पर या टेंटों में उपचार दिया जा रहा है। इजरायली रक्षा बल (आईडीएफ) ने इस मामले पर अभी तक कोई आधिकारिक प्रतिक्रिया नहीं दी है, लेकिन सेना ने कहा कि वह रिपोर्टों की जांच कर रही है। इस सहायता वितरण केंद्र को अमेरिकी और इजरायली समर्थित ग्लोबल ह्यूमैनिटेरियन फाउंडेशन (जीएचएफ) द्वारा संचालित किया जाता है।: [944, 1555, 1114, 1689]
- story6-headline: देश में करोना के सक्रिय केसों की संख्या 3783 पहुँची: [49, 993, 554, 1087]
- cmyk-marker-left-bottom: C M Y K: [14, 1829, 22, 1865]
- divider-v3: [1299, 790, 1300, 1113]
- story13-banner: अब तक के सबसे बड़े ड्रोन हमले में यूक्रेन ने साइबेरिया में एक एयर बेस को निशाना बनाया: [396, 1826, 1121, 1894]
- story8-callout-2: ■ इज़रायल ने इस विषय में कोई जानकारी होने से इंकार किया। ग्लोबल ह्यूमैनिटेरियन फाउंडेशन ने दावा किया कि रविवार को 16 ट्रकों के माध्यम से 8.8 लाख भोजन के पैकेट बांटे गये। उसने मृतकों की खबर को ''गलत और भ्रामक'' करार दिया।: [944, 1413, 1292, 1546]
